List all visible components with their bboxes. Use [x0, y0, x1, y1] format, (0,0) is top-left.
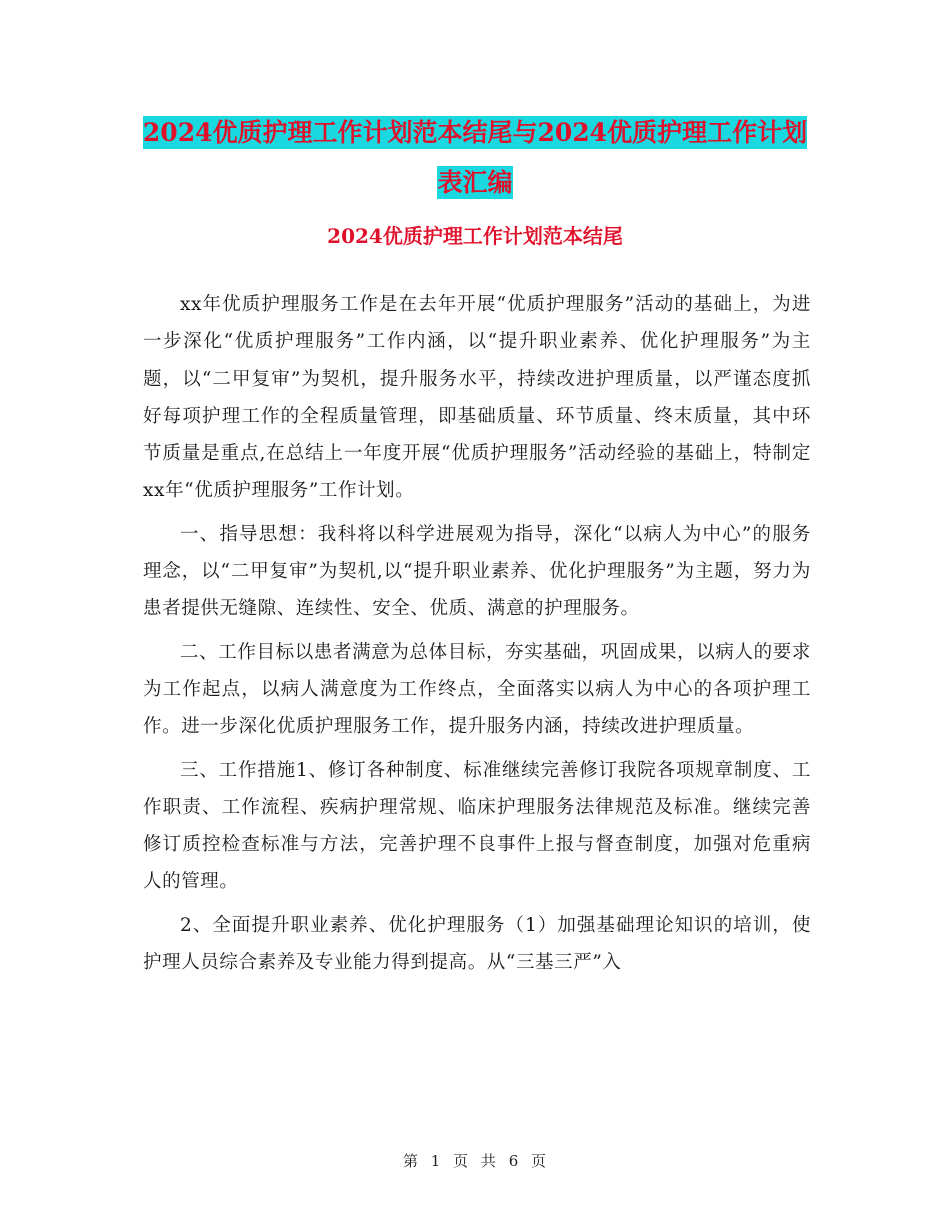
footer-total-prefix: 共 — [480, 1152, 497, 1170]
section-title: 2024优质护理工作计划范本结尾 — [327, 224, 623, 248]
paragraph-work-measures: 三、工作措施1、修订各种制度、标准继续完善修订我院各项规章制度、工作职责、工作流程、疾病护理常规、临床护理服务法律规范及标准。继续完善修订质控检查标准与方法，完善护理不良事件上报与督查制度，加强对危重病人的管理。 — [143, 759, 811, 893]
paragraph-professional-quality: 2、全面提升职业素养、优化护理服务（1）加强基础理论知识的培训，使护理人员综合素养及专业能力得到提高。从“三基三严”入 — [143, 914, 811, 974]
paragraph-guiding-ideology: 一、指导思想：我科将以科学进展观为指导，深化“以病人为中心”的服务理念，以“二甲复审”为契机,以“提升职业素养、优化护理服务”为主题，努力为患者提供无缝隙、连续性、安全、优质、满意的护理服务。 — [143, 523, 811, 620]
footer-total-pages: 6 — [508, 1152, 520, 1170]
footer-page-number: 1 — [430, 1152, 442, 1170]
paragraph-intro: xx年优质护理服务工作是在去年开展“优质护理服务”活动的基础上，为进一步深化“优质护理服务”工作内涵，以“提升职业素养、优化护理服务”为主题，以“二甲复审”为契机，提升服务水平，持续改进护理质量，以严谨态度抓好每项护理工作的全程质量管理，即基础质量、环节质量、终末质量，其中环节质量是重点,在总结上一年度开展“优质护理服务”活动经验的基础上，特制定xx年“优质护理服务”工作计划。 — [143, 294, 811, 502]
document-title-text: 2024优质护理工作计划范本结尾与2024优质护理工作计划表汇编 — [142, 118, 808, 197]
footer-page-unit: 页 — [453, 1152, 470, 1170]
paragraph-work-goal: 二、工作目标以患者满意为总体目标，夯实基础，巩固成果，以病人的要求为工作起点，以病人满意度为工作终点，全面落实以病人为中心的各项护理工作。进一步深化优质护理服务工作，提升服务内涵，持续改进护理质量。 — [143, 641, 811, 738]
page-footer — [0, 1150, 950, 1171]
document-body — [143, 286, 811, 987]
footer-prefix: 第 — [402, 1152, 419, 1170]
document-title — [140, 108, 810, 208]
footer-total-unit: 页 — [531, 1152, 548, 1170]
